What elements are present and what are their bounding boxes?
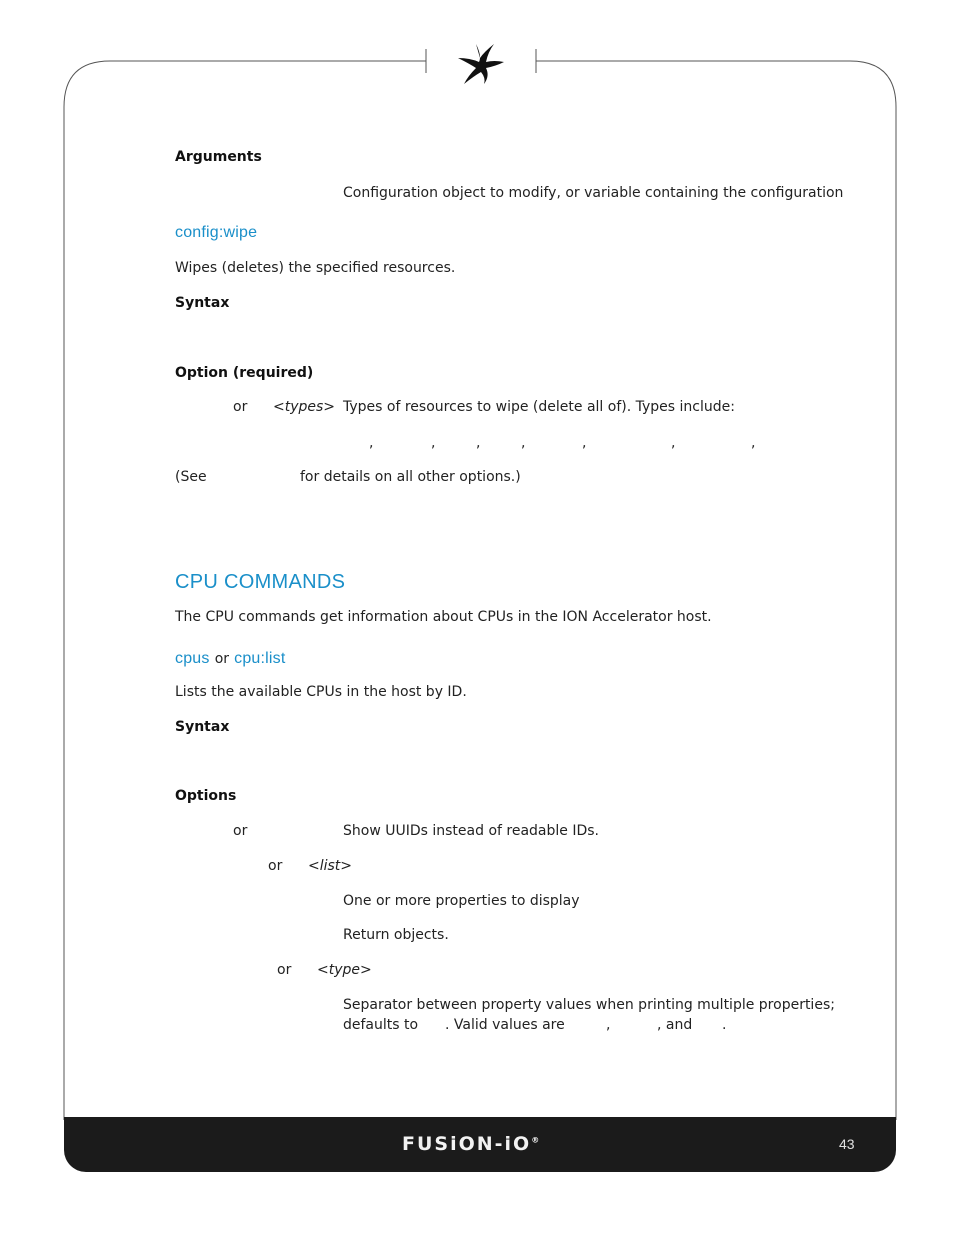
cpus-command: cpus (175, 650, 210, 667)
syntax-heading-2: Syntax (175, 719, 230, 735)
uuid-option-or: or (233, 823, 248, 839)
page-number: 43 (839, 1136, 855, 1152)
see-suffix: for details on all other options.) (300, 469, 521, 485)
config-wipe-description: Wipes (deletes) the specified resources. (175, 260, 456, 276)
arguments-description: Configuration object to modify, or variable containing the configuration (343, 185, 844, 201)
properties-description: One or more properties to display (343, 893, 580, 909)
types-argument: <types> (273, 399, 336, 415)
fusion-io-logo (402, 1133, 541, 1155)
types-or: or (233, 399, 248, 415)
list-option-or: or (268, 858, 283, 874)
list-option-argument: <list> (308, 858, 353, 874)
type-separator: , (369, 435, 374, 451)
cpu-list-command: cpu:list (234, 650, 286, 667)
footer-brand: FUSiON-iO (402, 1133, 532, 1155)
type-separator: , (431, 435, 436, 451)
type-separator: , (521, 435, 526, 451)
cpus-or: or (214, 651, 230, 667)
options-heading: Options (175, 788, 237, 804)
type-separator: , (582, 435, 587, 451)
option-required-heading: Option (required) (175, 365, 314, 381)
see-prefix: (See (175, 469, 207, 485)
separator-valid-values: . Valid values are (445, 1017, 565, 1033)
type-separator: , (751, 435, 756, 451)
return-objects-description: Return objects. (343, 927, 449, 943)
separator-comma: , (606, 1017, 611, 1033)
type-option-argument: <type> (317, 962, 372, 978)
separator-description-line1: Separator between property values when printing multiple properties; (343, 997, 835, 1013)
config-wipe-command: config:wipe (175, 224, 258, 241)
uuid-option-description: Show UUIDs instead of readable IDs. (343, 823, 599, 839)
registered-mark: ® (531, 1135, 542, 1145)
separator-and: , and (657, 1017, 693, 1033)
cpu-commands-description: The CPU commands get information about CPUs in the ION Accelerator host. (175, 609, 712, 625)
separator-period: . (722, 1017, 727, 1033)
type-separator: , (671, 435, 676, 451)
cpu-commands-heading: CPU COMMANDS (175, 571, 346, 593)
syntax-heading: Syntax (175, 295, 230, 311)
types-description: Types of resources to wipe (delete all of). Types include: (343, 399, 735, 415)
type-separator: , (476, 435, 481, 451)
arguments-heading: Arguments (175, 149, 262, 165)
fusion-emblem-icon (458, 44, 504, 84)
cpus-description: Lists the available CPUs in the host by ID. (175, 684, 467, 700)
cpus-command-line (175, 648, 286, 668)
type-option-or: or (277, 962, 292, 978)
separator-defaults: defaults to (343, 1017, 419, 1033)
